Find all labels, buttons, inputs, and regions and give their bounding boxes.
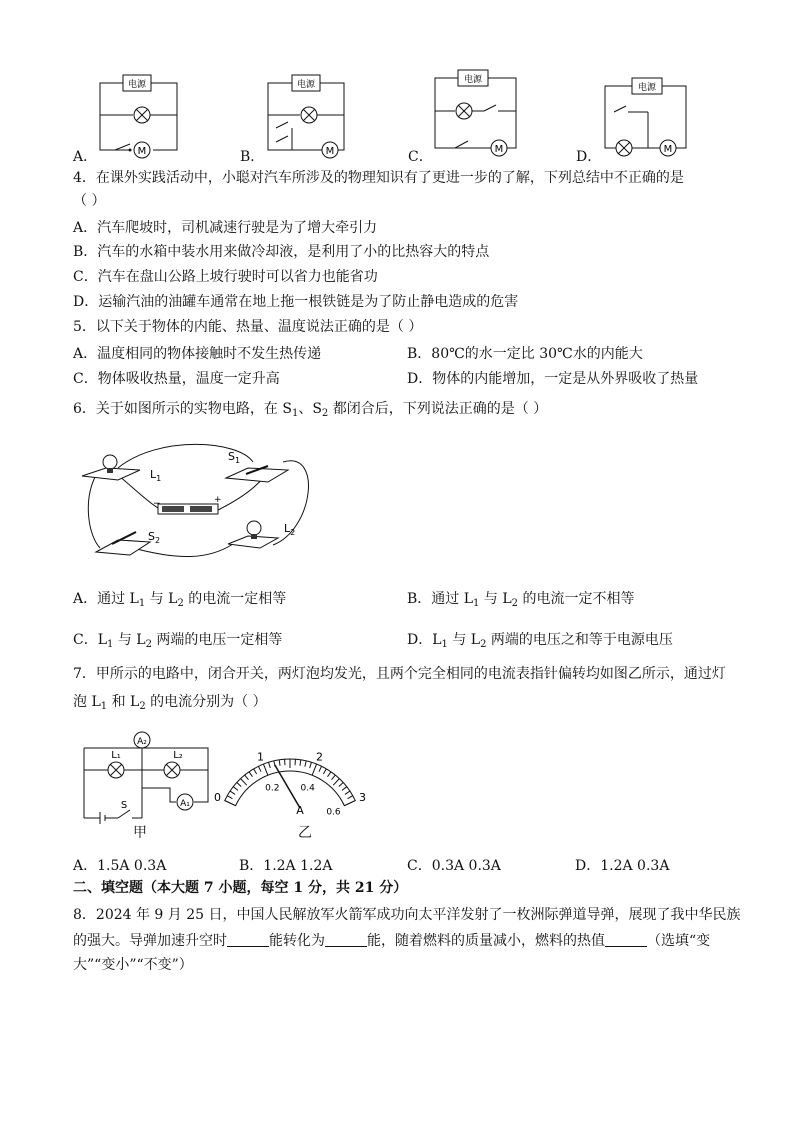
q3-option-c-label: C． (408, 149, 433, 165)
q8-line-2: 的强大。导弹加速升空时 能转化为 能，随着燃料的质量减小，燃料的热值 （选填“变 (73, 933, 711, 949)
svg-text:A₁: A₁ (180, 799, 190, 809)
q3-option-a-label: A． (73, 149, 98, 165)
q7-ammeter-yi (213, 736, 367, 818)
q6-stem: 6．关于如图所示的实物电路，在 $S_1$、$S_2$ 都闭合后，下列说法正确的是（ ） (73, 401, 548, 419)
q6-fig-S2: $S_2$ (148, 530, 161, 545)
q5-option-c: C．物体吸收热量，温度一定升高 (73, 371, 280, 387)
q6-fig-L2: $L_2$ (284, 522, 296, 537)
q5-row-1 (73, 343, 733, 361)
q5-option-d: D．物体的内能增加，一定是从外界吸收了热量 (407, 371, 699, 387)
svg-text:M: M (494, 144, 504, 155)
svg-text:电源: 电源 (463, 75, 483, 85)
q8-line-1: 8．2024 年 9 月 25 日，中国人民解放军火箭军成功向太平洋发射了一枚洲际弹道导弹，展现了我中华民族 (73, 907, 741, 923)
q3-circuit-c (430, 68, 525, 156)
q6-fig-S1: $S_1$ (228, 450, 241, 465)
svg-text:M: M (325, 146, 335, 157)
q7-circuit-jia (78, 730, 213, 825)
svg-text:L₁: L₁ (111, 750, 121, 761)
q3-circuit-d (600, 74, 695, 159)
q6-row-2 (73, 629, 733, 650)
svg-text:电源: 电源 (637, 83, 657, 93)
meter-outer-label: 2 (316, 750, 324, 764)
q5-option-a: A．温度相同的物体接触时不发生热传递 (73, 346, 322, 362)
svg-text:A₂: A₂ (137, 737, 147, 747)
q6-row-1 (73, 588, 733, 609)
svg-text:S: S (120, 800, 128, 811)
q6-option-d: D．$L_1$ 与 $L_2$ 两端的电压之和等于电源电压 (407, 632, 673, 650)
q5-row-2 (73, 368, 733, 386)
q7-options (73, 855, 733, 873)
svg-text:电源: 电源 (127, 80, 147, 90)
q7-option-d: D．1.2A 0.3A (575, 858, 670, 874)
q6-fig-L1: $L_1$ (150, 468, 162, 483)
q7-fig-yi-label: 乙 (298, 825, 312, 841)
q8-blank-1[interactable] (227, 934, 269, 947)
q8-blank-2[interactable] (325, 934, 367, 947)
q8-blank-3[interactable] (605, 934, 647, 947)
q6-option-b: B．通过 $L_1$ 与 $L_2$ 的电流一定不相等 (407, 591, 635, 609)
meter-inner-label: 0.2 (265, 783, 280, 794)
q7-stem-line-2: 泡 $L_1$ 和 $L_2$ 的电流分别为（ ） (73, 694, 267, 712)
q4-stem: 4．在课外实践活动中，小聪对汽车所涉及的物理知识有了更进一步的了解，下列总结中不正确的是 (73, 170, 684, 186)
meter-outer-label: 1 (256, 750, 264, 764)
q4-option-c: C．汽车在盘山公路上坡行驶时可以省力也能省功 (73, 269, 378, 285)
svg-text:+: + (214, 495, 222, 505)
q6-option-c: C．$L_1$ 与 $L_2$ 两端的电压一定相等 (73, 632, 283, 650)
q3-option-d-label: D． (576, 149, 602, 165)
q7-fig-jia-label: 甲 (133, 825, 147, 841)
q4-option-d: D．运输汽油的油罐车通常在地上拖一根铁链是为了防止静电造成的危害 (73, 294, 519, 310)
q4-paren: （ ） (73, 193, 106, 209)
q4-option-b: B．汽车的水箱中装水用来做冷却液，是利用了小的比热容大的特点 (73, 244, 490, 260)
q6-option-a: A．通过 $L_1$ 与 $L_2$ 的电流一定相等 (73, 591, 287, 609)
svg-text:电源: 电源 (296, 80, 316, 90)
q3-circuit-a (95, 72, 185, 157)
q3-option-b-label: B． (240, 149, 265, 165)
meter-outer-label: 0 (213, 791, 221, 805)
svg-text:L₂: L₂ (173, 750, 183, 761)
q5-stem: 5．以下关于物体的内能、热量、温度说法正确的是（ ） (73, 319, 423, 335)
meter-inner-label: 0.6 (326, 807, 341, 818)
svg-text:M: M (663, 144, 673, 155)
meter-inner-label: 0.4 (300, 783, 315, 794)
q7-stem-line-1: 7．甲所示的电路中，闭合开关，两灯泡均发光，且两个完全相同的电流表指针偏转均如图乙所示，通过灯 (73, 666, 726, 682)
svg-text:M: M (137, 146, 147, 157)
q5-option-b: B．80℃的水一定比 30℃水的内能大 (407, 346, 643, 362)
q3-circuit-b (262, 72, 352, 157)
q7-option-a: A．1.5A 0.3A (73, 858, 167, 874)
q8-line-3: 大”“变小”“不变”） (73, 957, 193, 973)
svg-text:−: − (153, 499, 161, 509)
section-2-title: 二、填空题（本大题 7 小题，每空 1 分，共 21 分） (73, 880, 408, 896)
q7-option-c: C．0.3A 0.3A (407, 858, 501, 874)
meter-outer-label: 3 (359, 791, 367, 805)
q4-option-a: A．汽车爬坡时，司机减速行驶是为了增大牵引力 (73, 220, 378, 236)
meter-unit-label: A (296, 804, 304, 817)
q6-physical-circuit (78, 440, 308, 565)
q7-option-b: B．1.2A 1.2A (239, 858, 333, 874)
